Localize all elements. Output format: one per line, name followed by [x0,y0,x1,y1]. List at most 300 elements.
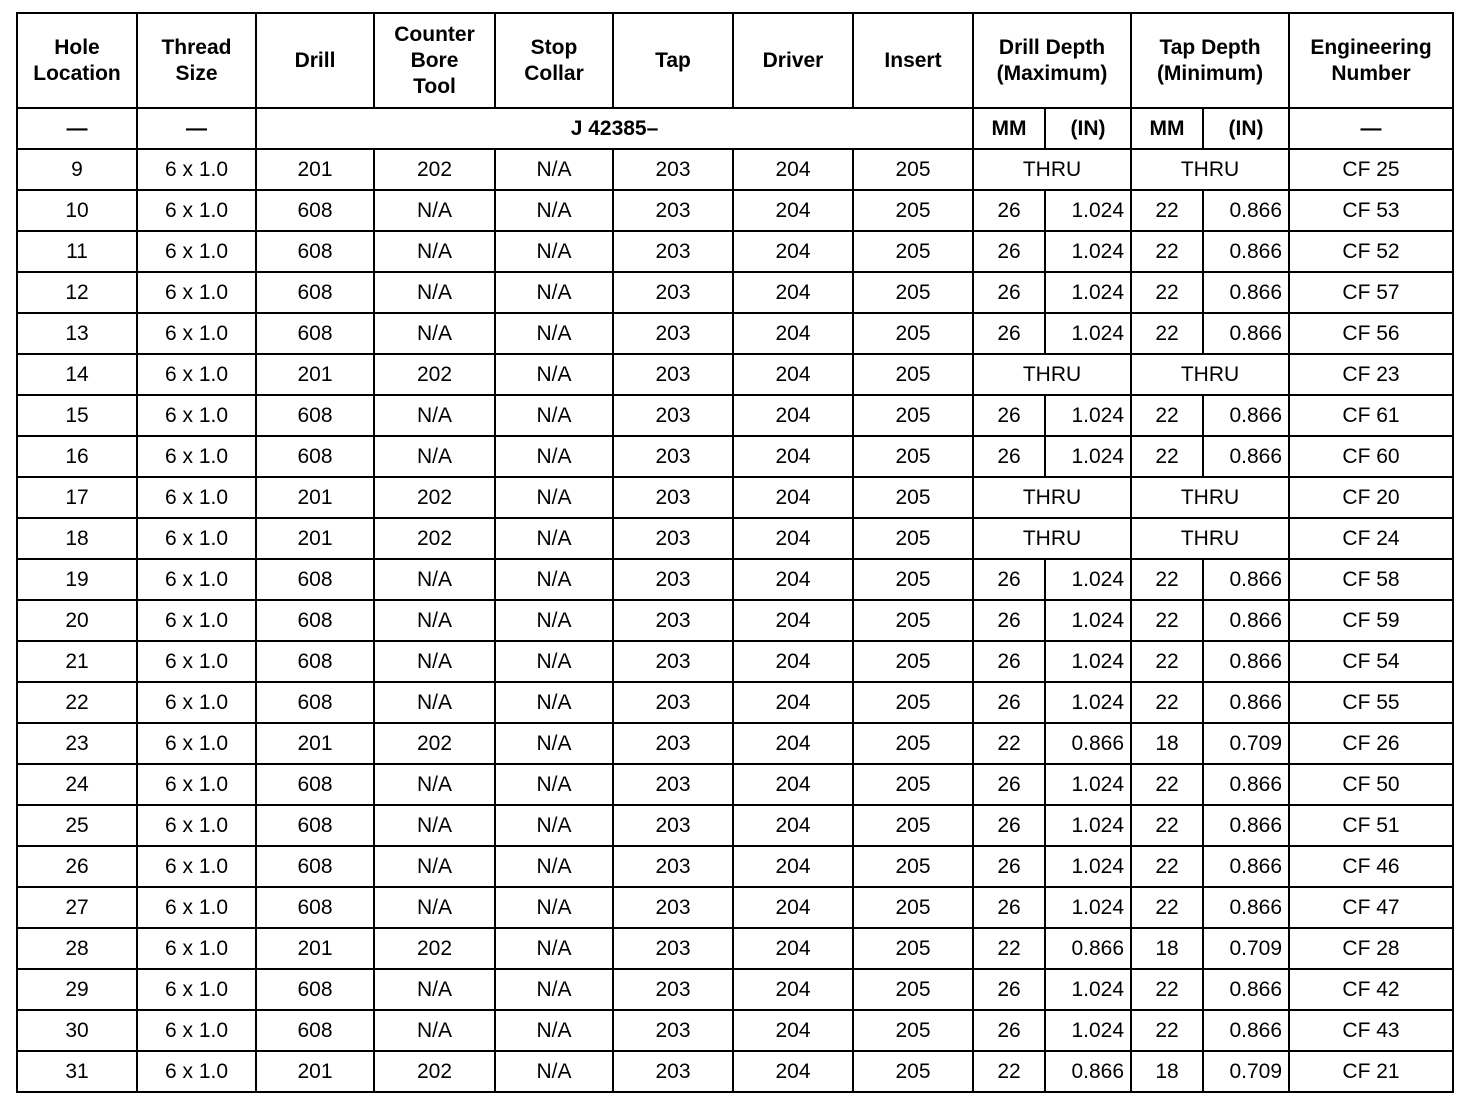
cell-tap: 203 [613,1010,733,1051]
cell-tap: 203 [613,231,733,272]
cell-engineering-number: CF 52 [1289,231,1453,272]
cell-engineering-number: CF 21 [1289,1051,1453,1092]
cell-tap-depth-mm: 22 [1131,969,1203,1010]
cell-tap-depth-in: 0.866 [1203,395,1289,436]
table-row [17,149,1453,190]
cell-tap-depth-in: 0.866 [1203,682,1289,723]
cell-counter-bore-tool: 202 [374,149,495,190]
cell-counter-bore-tool: 202 [374,518,495,559]
cell-stop-collar: N/A [495,272,613,313]
cell-drill-depth-in: 1.024 [1045,395,1131,436]
cell-tap-depth-mm: 22 [1131,764,1203,805]
cell-insert: 205 [853,1051,973,1092]
cell-driver: 204 [733,600,853,641]
cell-tap-depth-in: 0.866 [1203,190,1289,231]
cell-driver: 204 [733,846,853,887]
table-row [17,723,1453,764]
cell-tap: 203 [613,969,733,1010]
cell-drill: 608 [256,846,374,887]
cell-engineering-number: CF 54 [1289,641,1453,682]
cell-driver: 204 [733,436,853,477]
cell-thread-size: 6 x 1.0 [137,477,256,518]
cell-tap: 203 [613,518,733,559]
cell-engineering-number: CF 58 [1289,559,1453,600]
cell-tap-depth-thru: THRU [1131,518,1289,559]
cell-drill-depth-mm: 26 [973,764,1045,805]
cell-thread-size: 6 x 1.0 [137,149,256,190]
cell-drill: 201 [256,928,374,969]
cell-tap: 203 [613,149,733,190]
cell-thread-size: 6 x 1.0 [137,1010,256,1051]
cell-counter-bore-tool: N/A [374,805,495,846]
cell-engineering-number: CF 20 [1289,477,1453,518]
cell-thread-size: 6 x 1.0 [137,764,256,805]
header-stop-collar: Stop Collar [495,13,613,108]
cell-tap-depth-thru: THRU [1131,354,1289,395]
cell-tap-depth-in: 0.709 [1203,1051,1289,1092]
cell-drill: 608 [256,600,374,641]
cell-drill-depth-thru: THRU [973,477,1131,518]
cell-hole-location: 21 [17,641,137,682]
cell-stop-collar: N/A [495,846,613,887]
cell-thread-size: 6 x 1.0 [137,518,256,559]
cell-tap-depth-mm: 18 [1131,928,1203,969]
cell-tap-depth-in: 0.866 [1203,887,1289,928]
cell-tap: 203 [613,477,733,518]
cell-thread-size: 6 x 1.0 [137,641,256,682]
cell-tap-depth-in: 0.866 [1203,846,1289,887]
cell-tap-depth-mm: 22 [1131,190,1203,231]
cell-tap-depth-in: 0.709 [1203,928,1289,969]
cell-drill-depth-in: 1.024 [1045,805,1131,846]
cell-engineering-number: CF 53 [1289,190,1453,231]
cell-tap: 203 [613,436,733,477]
cell-tap-depth-mm: 22 [1131,559,1203,600]
cell-drill: 608 [256,436,374,477]
cell-counter-bore-tool: N/A [374,436,495,477]
cell-thread-size: 6 x 1.0 [137,1051,256,1092]
cell-stop-collar: N/A [495,395,613,436]
cell-hole-location: 16 [17,436,137,477]
cell-stop-collar: N/A [495,1010,613,1051]
cell-hole-location: 30 [17,1010,137,1051]
cell-stop-collar: N/A [495,764,613,805]
table-row [17,928,1453,969]
table-row [17,436,1453,477]
cell-tap-depth-in: 0.866 [1203,231,1289,272]
cell-insert: 205 [853,149,973,190]
cell-stop-collar: N/A [495,600,613,641]
cell-hole-location: 15 [17,395,137,436]
cell-engineering-number: CF 51 [1289,805,1453,846]
table-row [17,846,1453,887]
table-row [17,764,1453,805]
cell-counter-bore-tool: N/A [374,641,495,682]
cell-driver: 204 [733,149,853,190]
cell-counter-bore-tool: N/A [374,395,495,436]
table-row [17,682,1453,723]
cell-tap: 203 [613,928,733,969]
cell-counter-bore-tool: N/A [374,764,495,805]
cell-driver: 204 [733,518,853,559]
header-driver: Driver [733,13,853,108]
cell-drill-depth-mm: 26 [973,231,1045,272]
cell-drill-depth-thru: THRU [973,354,1131,395]
cell-tap-depth-mm: 22 [1131,395,1203,436]
cell-insert: 205 [853,887,973,928]
cell-engineering-number: CF 55 [1289,682,1453,723]
cell-drill-depth-in: 1.024 [1045,272,1131,313]
cell-insert: 205 [853,805,973,846]
cell-hole-location: 31 [17,1051,137,1092]
cell-driver: 204 [733,969,853,1010]
cell-stop-collar: N/A [495,436,613,477]
cell-tap-depth-mm: 22 [1131,805,1203,846]
cell-tap-depth-mm: 22 [1131,887,1203,928]
cell-insert: 205 [853,969,973,1010]
cell-drill: 608 [256,231,374,272]
cell-hole-location: 11 [17,231,137,272]
cell-counter-bore-tool: 202 [374,354,495,395]
cell-drill-depth-in: 1.024 [1045,600,1131,641]
cell-drill-depth-in: 1.024 [1045,1010,1131,1051]
cell-drill: 608 [256,313,374,354]
cell-drill: 201 [256,149,374,190]
cell-hole-location: 23 [17,723,137,764]
cell-tap-depth-in: 0.866 [1203,313,1289,354]
cell-tap-depth-mm: 18 [1131,1051,1203,1092]
cell-tap: 203 [613,313,733,354]
cell-stop-collar: N/A [495,969,613,1010]
cell-tap-depth-mm: 22 [1131,682,1203,723]
cell-drill: 608 [256,969,374,1010]
cell-stop-collar: N/A [495,805,613,846]
cell-thread-size: 6 x 1.0 [137,190,256,231]
cell-engineering-number: CF 56 [1289,313,1453,354]
table-row [17,313,1453,354]
table-row [17,805,1453,846]
cell-drill-depth-in: 1.024 [1045,846,1131,887]
subheader-tap-mm: MM [1131,108,1203,149]
cell-stop-collar: N/A [495,682,613,723]
cell-driver: 204 [733,805,853,846]
cell-tap-depth-in: 0.866 [1203,805,1289,846]
cell-drill-depth-in: 1.024 [1045,641,1131,682]
cell-tap-depth-mm: 22 [1131,313,1203,354]
table-row [17,1010,1453,1051]
cell-drill: 201 [256,723,374,764]
table-row [17,600,1453,641]
cell-driver: 204 [733,764,853,805]
cell-drill-depth-mm: 26 [973,559,1045,600]
header-drill-depth: Drill Depth (Maximum) [973,13,1131,108]
header-thread-size: Thread Size [137,13,256,108]
cell-tap: 203 [613,723,733,764]
cell-drill: 608 [256,1010,374,1051]
cell-engineering-number: CF 28 [1289,928,1453,969]
cell-hole-location: 20 [17,600,137,641]
cell-tap: 203 [613,272,733,313]
cell-engineering-number: CF 46 [1289,846,1453,887]
table-body [17,149,1453,1092]
table-row [17,969,1453,1010]
cell-tap-depth-thru: THRU [1131,477,1289,518]
column-header-row [17,13,1453,108]
cell-drill-depth-mm: 26 [973,1010,1045,1051]
cell-drill: 608 [256,805,374,846]
cell-drill-depth-in: 0.866 [1045,723,1131,764]
cell-tap-depth-in: 0.866 [1203,764,1289,805]
cell-drill-depth-thru: THRU [973,149,1131,190]
cell-drill-depth-mm: 26 [973,313,1045,354]
cell-engineering-number: CF 23 [1289,354,1453,395]
header-engineering-number: Engineering Number [1289,13,1453,108]
cell-drill-depth-mm: 22 [973,723,1045,764]
cell-thread-size: 6 x 1.0 [137,928,256,969]
cell-counter-bore-tool: N/A [374,846,495,887]
cell-drill-depth-mm: 26 [973,887,1045,928]
cell-drill-depth-mm: 26 [973,190,1045,231]
cell-tap-depth-in: 0.866 [1203,969,1289,1010]
cell-driver: 204 [733,887,853,928]
cell-driver: 204 [733,641,853,682]
table-row [17,477,1453,518]
cell-stop-collar: N/A [495,559,613,600]
cell-hole-location: 10 [17,190,137,231]
subheader-thread-dash: — [137,108,256,149]
cell-stop-collar: N/A [495,231,613,272]
header-insert: Insert [853,13,973,108]
cell-tap-depth-mm: 22 [1131,436,1203,477]
cell-driver: 204 [733,313,853,354]
cell-thread-size: 6 x 1.0 [137,805,256,846]
cell-counter-bore-tool: 202 [374,928,495,969]
cell-stop-collar: N/A [495,723,613,764]
cell-drill: 608 [256,559,374,600]
cell-tap-depth-in: 0.866 [1203,559,1289,600]
cell-insert: 205 [853,231,973,272]
cell-drill: 201 [256,1051,374,1092]
table-row [17,190,1453,231]
cell-stop-collar: N/A [495,190,613,231]
cell-insert: 205 [853,272,973,313]
cell-driver: 204 [733,190,853,231]
cell-insert: 205 [853,559,973,600]
cell-insert: 205 [853,928,973,969]
table-row [17,641,1453,682]
cell-drill-depth-mm: 22 [973,1051,1045,1092]
cell-drill-depth-mm: 26 [973,600,1045,641]
cell-hole-location: 24 [17,764,137,805]
cell-thread-size: 6 x 1.0 [137,559,256,600]
cell-tap-depth-in: 0.866 [1203,436,1289,477]
cell-hole-location: 12 [17,272,137,313]
cell-hole-location: 13 [17,313,137,354]
cell-tap: 203 [613,641,733,682]
cell-drill-depth-mm: 26 [973,969,1045,1010]
cell-tap-depth-in: 0.866 [1203,272,1289,313]
cell-tap: 203 [613,846,733,887]
cell-driver: 204 [733,395,853,436]
cell-tap-depth-mm: 22 [1131,1010,1203,1051]
table-row [17,354,1453,395]
cell-stop-collar: N/A [495,354,613,395]
cell-stop-collar: N/A [495,149,613,190]
cell-hole-location: 14 [17,354,137,395]
cell-tap-depth-in: 0.709 [1203,723,1289,764]
cell-drill: 201 [256,354,374,395]
cell-engineering-number: CF 26 [1289,723,1453,764]
cell-tap-depth-mm: 22 [1131,600,1203,641]
cell-drill: 608 [256,682,374,723]
cell-engineering-number: CF 57 [1289,272,1453,313]
table-row [17,1051,1453,1092]
cell-drill: 608 [256,641,374,682]
cell-drill-depth-in: 1.024 [1045,887,1131,928]
cell-tap-depth-in: 0.866 [1203,600,1289,641]
cell-hole-location: 17 [17,477,137,518]
cell-thread-size: 6 x 1.0 [137,272,256,313]
cell-drill: 608 [256,272,374,313]
cell-tap-depth-mm: 22 [1131,272,1203,313]
cell-drill-depth-in: 1.024 [1045,231,1131,272]
cell-drill-depth-mm: 26 [973,272,1045,313]
cell-engineering-number: CF 50 [1289,764,1453,805]
cell-thread-size: 6 x 1.0 [137,887,256,928]
cell-engineering-number: CF 47 [1289,887,1453,928]
cell-counter-bore-tool: N/A [374,231,495,272]
cell-drill: 608 [256,887,374,928]
cell-tap-depth-mm: 22 [1131,641,1203,682]
cell-insert: 205 [853,641,973,682]
cell-drill-depth-in: 1.024 [1045,559,1131,600]
cell-drill-depth-thru: THRU [973,518,1131,559]
cell-tap: 203 [613,1051,733,1092]
cell-driver: 204 [733,723,853,764]
cell-counter-bore-tool: 202 [374,477,495,518]
cell-counter-bore-tool: N/A [374,682,495,723]
cell-insert: 205 [853,846,973,887]
cell-hole-location: 27 [17,887,137,928]
cell-driver: 204 [733,1010,853,1051]
cell-insert: 205 [853,1010,973,1051]
cell-driver: 204 [733,1051,853,1092]
cell-engineering-number: CF 60 [1289,436,1453,477]
cell-thread-size: 6 x 1.0 [137,313,256,354]
table-row [17,887,1453,928]
cell-insert: 205 [853,313,973,354]
cell-engineering-number: CF 24 [1289,518,1453,559]
cell-hole-location: 28 [17,928,137,969]
cell-hole-location: 25 [17,805,137,846]
cell-engineering-number: CF 61 [1289,395,1453,436]
cell-driver: 204 [733,928,853,969]
cell-counter-bore-tool: 202 [374,723,495,764]
cell-driver: 204 [733,231,853,272]
cell-engineering-number: CF 59 [1289,600,1453,641]
table-row [17,272,1453,313]
cell-stop-collar: N/A [495,641,613,682]
subheader-drill-mm: MM [973,108,1045,149]
cell-stop-collar: N/A [495,928,613,969]
cell-counter-bore-tool: N/A [374,969,495,1010]
cell-stop-collar: N/A [495,518,613,559]
cell-thread-size: 6 x 1.0 [137,682,256,723]
cell-counter-bore-tool: N/A [374,1010,495,1051]
cell-drill-depth-mm: 26 [973,846,1045,887]
cell-drill: 201 [256,477,374,518]
cell-tap-depth-mm: 22 [1131,846,1203,887]
cell-thread-size: 6 x 1.0 [137,723,256,764]
cell-tap-depth-in: 0.866 [1203,1010,1289,1051]
cell-insert: 205 [853,436,973,477]
cell-tap: 203 [613,682,733,723]
header-tap: Tap [613,13,733,108]
cell-hole-location: 9 [17,149,137,190]
cell-drill-depth-mm: 26 [973,641,1045,682]
cell-counter-bore-tool: N/A [374,272,495,313]
table-row [17,518,1453,559]
cell-counter-bore-tool: N/A [374,559,495,600]
cell-drill-depth-mm: 22 [973,928,1045,969]
cell-insert: 205 [853,518,973,559]
cell-drill-depth-in: 1.024 [1045,764,1131,805]
cell-tap: 203 [613,559,733,600]
cell-insert: 205 [853,600,973,641]
cell-counter-bore-tool: N/A [374,190,495,231]
cell-driver: 204 [733,682,853,723]
subheader-hole-dash: — [17,108,137,149]
cell-drill: 608 [256,190,374,231]
cell-drill-depth-mm: 26 [973,682,1045,723]
cell-driver: 204 [733,559,853,600]
cell-stop-collar: N/A [495,1051,613,1092]
cell-counter-bore-tool: N/A [374,887,495,928]
cell-tap-depth-mm: 18 [1131,723,1203,764]
cell-tap: 203 [613,805,733,846]
table-row [17,231,1453,272]
cell-thread-size: 6 x 1.0 [137,354,256,395]
cell-stop-collar: N/A [495,887,613,928]
cell-tap: 203 [613,764,733,805]
cell-drill-depth-mm: 26 [973,436,1045,477]
cell-drill-depth-in: 0.866 [1045,1051,1131,1092]
cell-drill-depth-in: 0.866 [1045,928,1131,969]
cell-drill-depth-in: 1.024 [1045,313,1131,354]
cell-driver: 204 [733,272,853,313]
cell-tap-depth-in: 0.866 [1203,641,1289,682]
cell-insert: 205 [853,354,973,395]
cell-drill-depth-in: 1.024 [1045,190,1131,231]
cell-stop-collar: N/A [495,477,613,518]
cell-drill-depth-in: 1.024 [1045,969,1131,1010]
cell-drill: 201 [256,518,374,559]
cell-drill-depth-in: 1.024 [1045,682,1131,723]
cell-stop-collar: N/A [495,313,613,354]
cell-thread-size: 6 x 1.0 [137,395,256,436]
cell-tap-depth-thru: THRU [1131,149,1289,190]
subheader-tool-prefix: J 42385– [256,108,973,149]
cell-driver: 204 [733,477,853,518]
subheader-tap-in: (IN) [1203,108,1289,149]
cell-driver: 204 [733,354,853,395]
cell-insert: 205 [853,477,973,518]
header-tap-depth: Tap Depth (Minimum) [1131,13,1289,108]
cell-counter-bore-tool: 202 [374,1051,495,1092]
cell-engineering-number: CF 42 [1289,969,1453,1010]
hole-specification-table [16,12,1454,1093]
cell-drill-depth-mm: 26 [973,395,1045,436]
